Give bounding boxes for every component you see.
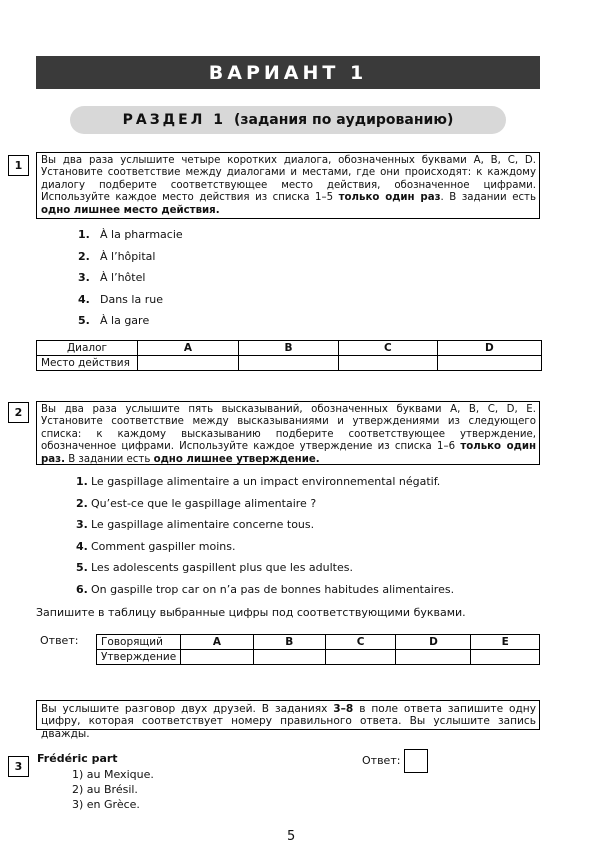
task2-note: Запишите в таблицу выбранные цифры под соответствующими буквами. <box>36 606 466 619</box>
list-item: 4. Dans la rue <box>78 292 163 306</box>
answer-cell[interactable] <box>339 356 437 371</box>
task1-options <box>78 228 183 336</box>
list-item: 3. À l’hôtel <box>78 271 146 285</box>
task-number: 3 <box>8 756 29 777</box>
task-number: 2 <box>8 402 29 423</box>
list-item: 1. Le gaspillage alimentaire a un impact environnemental négatif. <box>76 475 441 488</box>
answer-cell[interactable] <box>238 356 338 371</box>
list-item: 5. Les adolescents gaspillent plus que les adultes. <box>76 561 353 575</box>
answer-cell[interactable] <box>253 650 325 665</box>
list-item: 3. Le gaspillage alimentaire concerne tous. <box>76 518 315 532</box>
task2-options <box>76 475 454 605</box>
answer-cell[interactable] <box>325 650 396 665</box>
section-subtitle: (задания по аудированию) <box>233 112 454 128</box>
answer-cell[interactable] <box>138 356 239 371</box>
answer-cell[interactable] <box>471 650 540 665</box>
list-item: 2. Qu’est-ce que le gaspillage alimentaire ? <box>76 496 317 510</box>
task-number: 1 <box>8 155 29 176</box>
list-item: 6. On gaspille trop car on n’a pas de bonnes habitudes alimentaires. <box>76 582 455 596</box>
variant-banner: ВАРИАНТ 1 <box>36 56 540 89</box>
answer-cell[interactable] <box>396 650 471 665</box>
list-item: 3) en Grèce. <box>72 798 140 811</box>
page-number: 5 <box>287 829 296 844</box>
answer-label: Ответ: <box>40 634 79 647</box>
task1-answer-table: Диалог A B C D Место действия <box>36 340 542 371</box>
task3-question: Frédéric part <box>37 752 118 765</box>
list-item: 1) au Mexique. <box>72 768 154 781</box>
tasks3-8-intro: Вы услышите разговор двух друзей. В заданиях 3–8 в поле ответа запишите одну цифру, которая соответствует номеру правильного ответа. Вы услышите запись дважды. <box>36 700 540 730</box>
task2-instructions: Вы два раза услышите пять высказываний, обозначенных буквами A, B, C, D, E. Установите соответствие между высказываниями и утверждениями из следующего списка: к каждому высказыванию подберите соответствующее утверждение, обозначенное цифрами. Используйте каждое утверждение из списка 1–6 только один раз. В задании есть одно лишнее утверждение. <box>36 401 540 465</box>
task1-instructions: Вы два раза услышите четыре коротких диалога, обозначенных буквами A, B, C, D. Установите соответствие между диалогами и местами, где они происходят: к каждому диалогу подберите соответствующее место действия, обозначенное цифрами. Используйте каждое место действия из списка 1–5 только один раз. В задании есть одно лишнее место действия. <box>36 152 540 219</box>
answer-cell[interactable] <box>181 650 254 665</box>
answer-cell[interactable] <box>437 356 541 371</box>
answer-box[interactable] <box>404 749 428 773</box>
task2-answer-table: Говорящий A B C D E Утверждение <box>96 634 540 665</box>
list-item: 2) au Brésil. <box>72 783 138 796</box>
answer-label: Ответ: <box>362 754 401 767</box>
task3-options <box>72 767 154 812</box>
list-item: 2. À l’hôpital <box>78 249 156 263</box>
section-header <box>70 106 506 134</box>
list-item: 4. Comment gaspiller moins. <box>76 539 236 553</box>
list-item: 1. À la pharmacie <box>78 228 183 241</box>
section-word: РАЗДЕЛ 1 <box>122 112 226 128</box>
list-item: 5. À la garе <box>78 314 150 328</box>
